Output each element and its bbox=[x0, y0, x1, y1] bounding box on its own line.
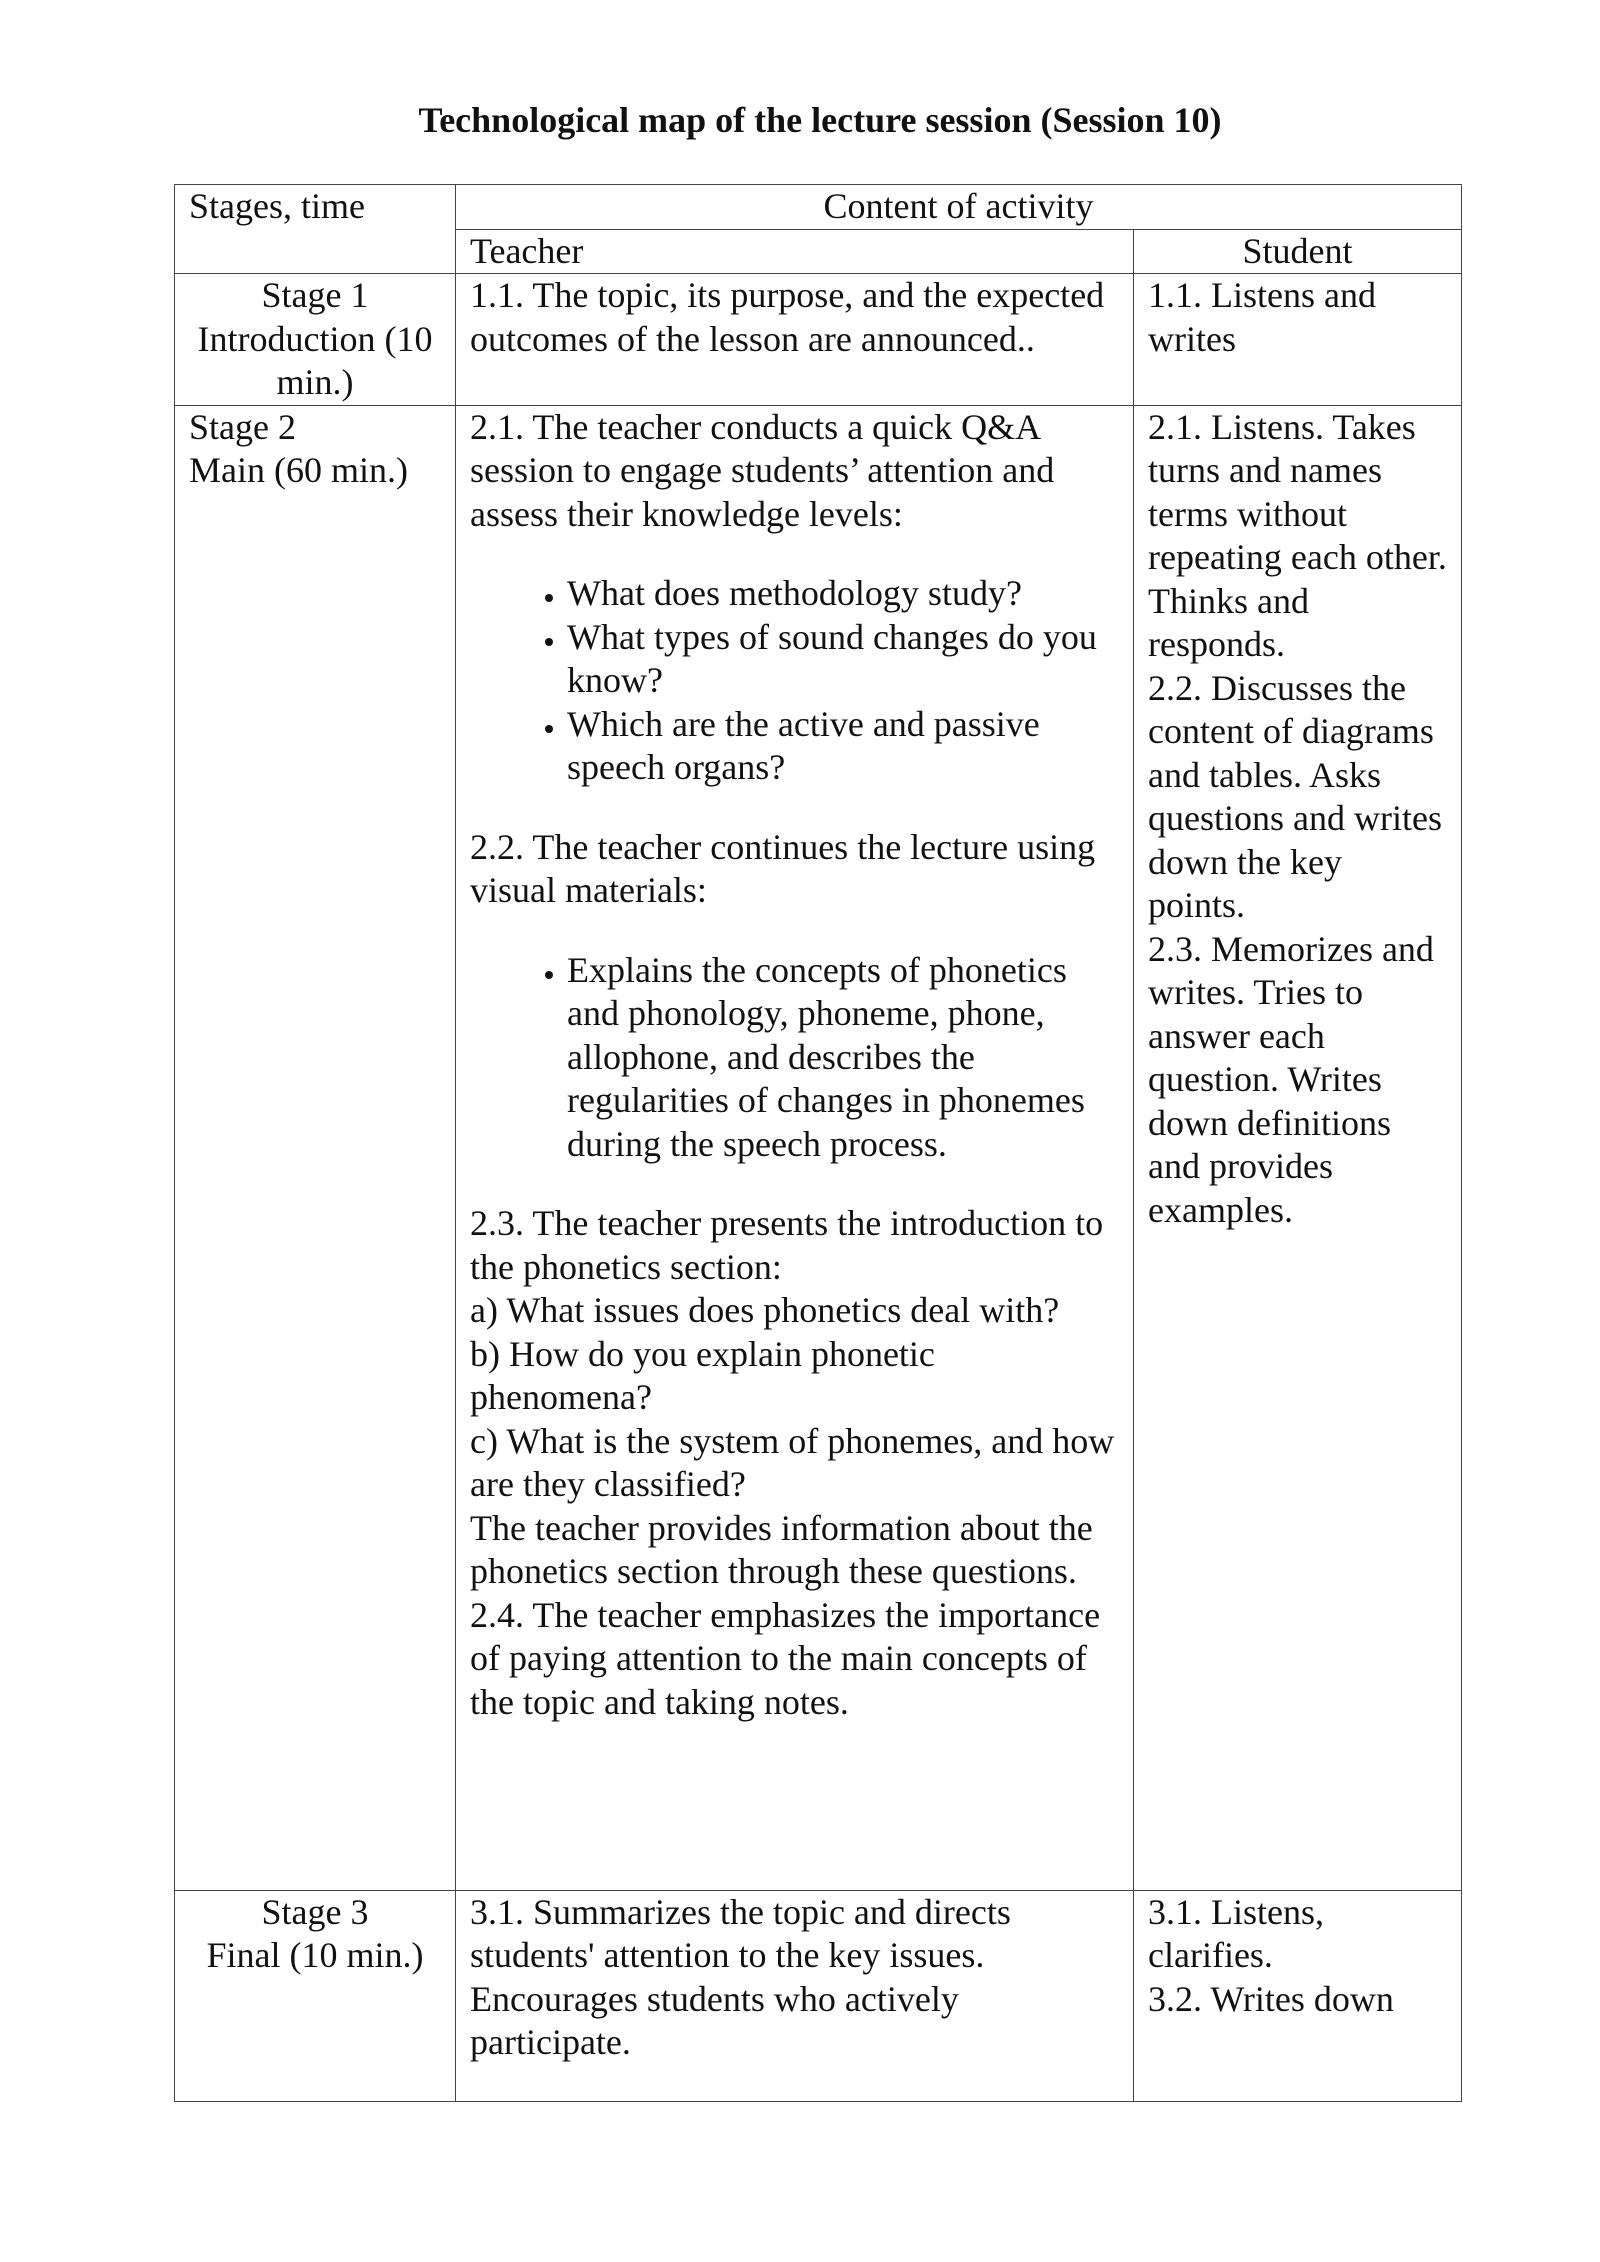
header-content-of-activity: Content of activity bbox=[456, 185, 1462, 230]
stage-1-cell bbox=[175, 274, 456, 406]
teacher-2-3-c: c) What is the system of phonemes, and how are they classified? bbox=[470, 1420, 1115, 1504]
student-2-1: 2.1. Listens. Takes turns and names terms without repeating each other. Thinks and responds. bbox=[1148, 406, 1447, 664]
list-item: • Which are the active and passive speech organs? bbox=[567, 703, 1119, 790]
stage-2-student bbox=[1134, 405, 1462, 1890]
student-3-1: 3.1. Listens, clarifies. bbox=[1148, 1891, 1324, 1975]
header-stages-time: Stages, time bbox=[175, 185, 456, 274]
table-row-stage-2 bbox=[175, 405, 1462, 1890]
stage-2-name: Main (60 min.) bbox=[189, 450, 408, 490]
stage-3-name: Final (10 min.) bbox=[206, 1935, 424, 1975]
technological-map-table bbox=[174, 184, 1462, 2102]
teacher-1-1: 1.1. The topic, its purpose, and the expected outcomes of the lesson are announced.. bbox=[470, 275, 1105, 359]
teacher-2-3-b: b) How do you explain phonetic phenomena? bbox=[470, 1333, 935, 1417]
teacher-2-3-a: a) What issues does phonetics deal with? bbox=[470, 1290, 1060, 1330]
teacher-3-1: 3.1. Summarizes the topic and directs students' attention to the key issues. Encourages students who actively participate. bbox=[470, 1891, 1011, 2062]
stage-1-student bbox=[1134, 274, 1462, 406]
page-title: Technological map of the lecture session (Session 10) bbox=[418, 100, 1222, 140]
stage-3-label: Stage 3 bbox=[261, 1891, 369, 1932]
header-student: Student bbox=[1134, 229, 1462, 274]
list-item: • What types of sound changes do you know? bbox=[567, 616, 1119, 703]
teacher-2-1-bullet-list bbox=[470, 572, 1119, 790]
teacher-2-3-note: The teacher provides information about the phonetics section through these questions. bbox=[470, 1507, 1093, 1591]
teacher-2-2-bullet-list bbox=[470, 949, 1119, 1167]
teacher-2-4: 2.4. The teacher emphasizes the importance of paying attention to the main concepts of the topic and taking notes. bbox=[470, 1594, 1101, 1722]
teacher-2-2: 2.2. The teacher continues the lecture using visual materials: bbox=[470, 826, 1096, 910]
teacher-2-3: 2.3. The teacher presents the introduction to the phonetics section: bbox=[470, 1203, 1104, 1287]
table-row-stage-3 bbox=[175, 1890, 1462, 2101]
stage-1-label: Stage 1 bbox=[261, 275, 369, 315]
stage-3-teacher bbox=[456, 1890, 1134, 2101]
student-2-2: 2.2. Discusses the content of diagrams and tables. Asks questions and writes down the key points. bbox=[1148, 667, 1442, 925]
list-item: • What does methodology study? bbox=[567, 572, 1119, 616]
stage-1-teacher bbox=[456, 274, 1134, 406]
list-item: • Explains the concepts of phonetics and phonology, phoneme, phone, allophone, and describes the regularities of changes in phonemes during the speech process. bbox=[567, 949, 1119, 1167]
stage-3-student bbox=[1134, 1890, 1462, 2101]
stage-2-teacher bbox=[456, 405, 1134, 1890]
header-teacher: Teacher bbox=[456, 229, 1134, 274]
stage-3-cell bbox=[175, 1890, 456, 2101]
teacher-2-1: 2.1. The teacher conducts a quick Q&A session to engage students’ attention and assess their knowledge levels: bbox=[470, 406, 1055, 534]
student-2-3: 2.3. Memorizes and writes. Tries to answer each question. Writes down definitions and provides examples. bbox=[1148, 928, 1434, 1230]
stage-1-name: Introduction (10 min.) bbox=[197, 318, 433, 402]
stage-2-cell bbox=[175, 405, 456, 1890]
student-3-2: 3.2. Writes down bbox=[1148, 1978, 1394, 2019]
table-row-stage-1 bbox=[175, 274, 1462, 406]
stage-2-label: Stage 2 bbox=[189, 406, 296, 447]
student-1-1: 1.1. Listens and writes bbox=[1148, 275, 1376, 359]
